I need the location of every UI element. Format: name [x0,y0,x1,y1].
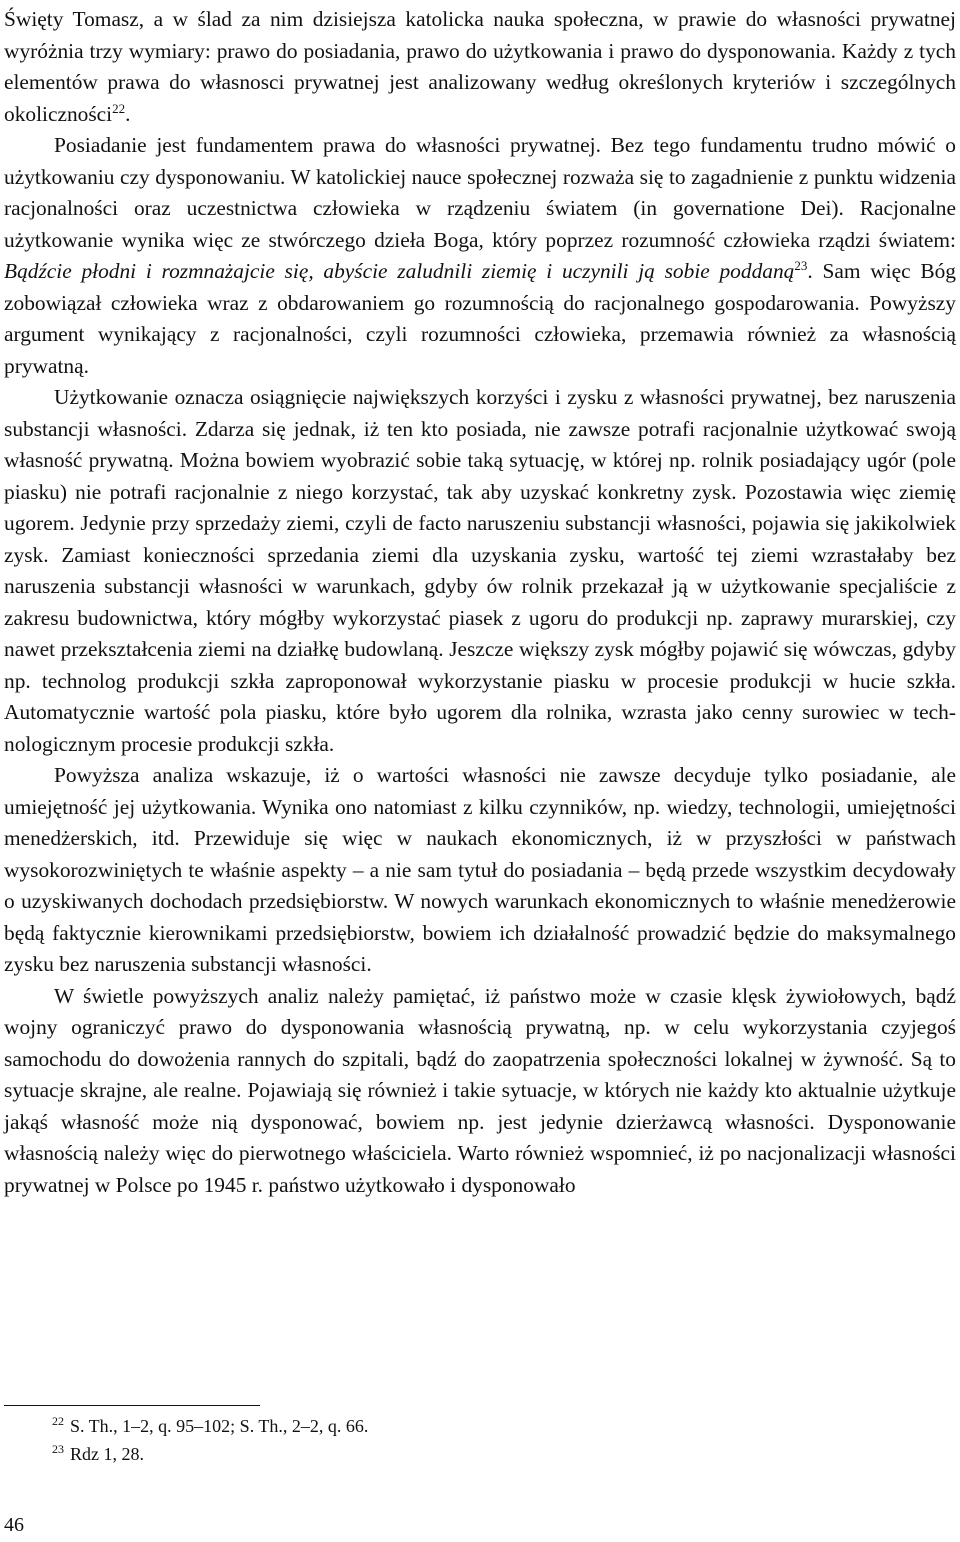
paragraph-2 [4,130,956,382]
footnotes [52,1412,368,1468]
footnote-23 [52,1440,368,1468]
paragraph-2-text-end: . Sam więc Bóg zobowiązał człowieka wraz z obdarowaniem go rozumnością do racjonalnego gospodarowania. Powyższy argument wynikający z racjonalności, czyli rozumności człowieka, przemawia również za własnością prywatną. [4,259,956,378]
footnote-ref-23: 23 [794,257,808,273]
footnote-number: 22 [52,1414,64,1428]
page-number: 46 [4,1514,24,1536]
footnote-number: 23 [52,1442,64,1456]
paragraph-1 [4,4,956,130]
paragraph-4: Powyższa analiza wskazuje, iż o wartości własności nie zawsze decyduje tylko posiadanie, ale umiejętność jej użytkowania. Wynika ono natomiast z kilku czynników, np. wiedzy, technologii, umiejętności menedżerskich, itd. Przewiduje się więc w naukach ekonomicznych, iż w przyszłości w państwach wysokorozwiniętych te właśnie aspekty – a nie sam tytuł do posiadania – będą przede wszystkim decydowały o uzyskiwanych dochodach przedsiębiorstw. W nowych warunkach ekonomicznych to właśnie menedżerowie będą faktycznie kierownikami przedsiębiorstw, bowiem ich działalność prowadzić będzie do maksymalnego zysku bez naruszenia substancji własności. [4,763,956,976]
paragraph-5: W świetle powyższych analiz należy pamiętać, iż państwo może w czasie klęsk żywiołowych, bądź wojny ograniczyć prawo do dysponowania własnością prywatną, np. w celu wykorzystania czyjegoś samochodu do dowożenia rannych do szpitali, bądź do zaopatrzenia społeczności lokalnej w żywność. Są to sytuacje skrajne, ale realne. Pojawiają się również i takie sytuacje, w których nie każdy kto aktualnie użytkuje jakąś własność może nią dysponować, bowiem np. jest jedynie dzierżawcą własności. Dysponowanie własnością należy więc do pierwotnego właściciela. Warto również wspomnieć, iż po nacjonalizacji własności prywatnej w Polsce po 1945 r. państwo użytkowało i dysponowało [4,983,956,1197]
paragraph-1-period: . [125,101,131,126]
footnote-22 [52,1412,368,1440]
body-text [4,4,956,1201]
paragraph-2-text: Posiadanie jest fundamentem prawa do własności prywatnej. Bez tego fundamentu trudno mówić o użytkowaniu czy dysponowaniu. W katolickiej nauce społecznej rozważa się to zagadnienie z punktu widzenia racjonalności oraz uczestnictwa człowieka w rządzeniu światem (in governatione Dei). Racjonalne użytkowanie wynika więc ze stwórczego dzieła Boga, który poprzez rozumność człowieka rządzi światem: [4,133,956,252]
footnote-text: Rdz 1, 28. [70,1444,144,1464]
footnote-ref-22: 22 [112,100,126,116]
paragraph-1-text: Święty Tomasz, a w ślad za nim dzisiejsza katolicka nauka społeczna, w prawie do własności prywatnej wyróżnia trzy wymiary: prawo do posiadania, prawo do użytkowania i prawo do dysponowania. Każdy z tych elementów prawa do własnosci prywatnej jest analizowany według określonych kryteriów i szczególnych okoliczności [4,7,956,126]
paragraph-3: Użytkowanie oznacza osiągnięcie największych korzyści i zysku z własności prywatnej, bez naruszenia substancji własności. Zdarza się jednak, iż ten kto posiada, nie zawsze potrafi racjonalnie użytkować swoją własność prywatną. Można bowiem wyobrazić sobie taką sytuację, w której np. rolnik posiadający ugór (pole piasku) nie potrafi racjonalnie z niego korzystać, tak aby uzyskać konkretny zysk. Pozostawia więc ziemię ugorem. Jedynie przy sprzedaży ziemi, czyli de facto naruszeniu substancji własności, pojawia się jakikolwiek zysk. Zamiast konieczności sprzedania ziemi dla uzyskania zysku, wartość tej ziemi wzrastałaby bez naruszenia substancji własności w warunkach, gdyby ów rolnik przekazał ją w użytkowanie specjaliście z zakresu budownictwa, który mógłby wykorzystać piasek z ugoru do produkcji np. zaprawy murarskiej, czy nawet przekształcenia ziemi na działkę budowlaną. Jeszcze większy zysk mógłby pojawić się wówczas, gdyby np. technolog produkcji szkła zaproponował wykorzystanie piasku w procesie produkcji w hucie szkła. Automatycznie wartość pola piasku, które było ugorem dla rolnika, wzrasta jako cenny surowiec w technologicznym procesie produkcji szkła. [4,385,956,756]
footnote-divider [4,1405,260,1406]
bible-quote: Bądźcie płodni i rozmnażajcie się, abyście zaludnili ziemię i uczynili ją sobie poddaną [4,259,795,283]
footnote-text: S. Th., 1–2, q. 95–102; S. Th., 2–2, q. 66. [70,1416,369,1436]
